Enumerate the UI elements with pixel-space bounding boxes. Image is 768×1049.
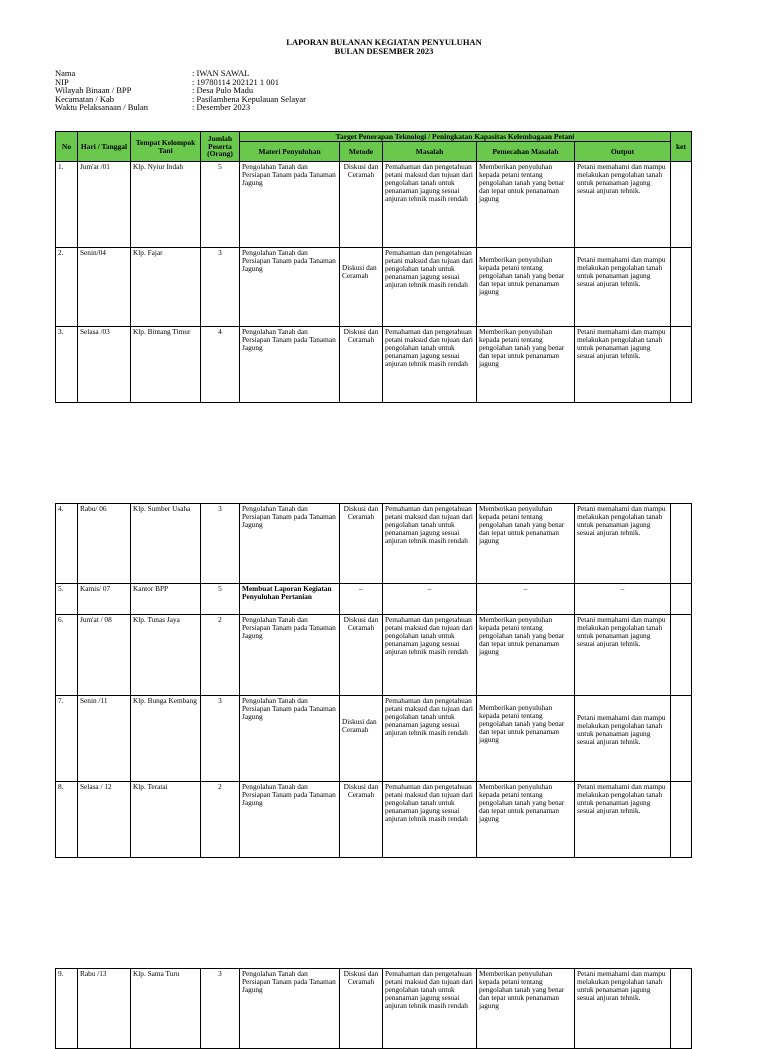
table-row <box>56 584 692 615</box>
table-row <box>56 782 692 858</box>
cell-jumlah: 2 <box>201 782 240 858</box>
info-value: : Desember 2023 <box>192 102 251 113</box>
cell-jumlah: 5 <box>201 584 240 615</box>
info-row-waktu <box>55 103 306 112</box>
cell-no: 2. <box>56 248 78 327</box>
info-label: NIP <box>55 76 69 87</box>
cell-no: 7. <box>56 696 78 782</box>
cell-materi: Pengolahan Tanah dan Persiapan Tanam pada Tanaman Jagung <box>240 248 340 327</box>
info-label: Waktu Pelaksanaan / Bulan <box>55 102 149 113</box>
report-title: LAPORAN BULANAN KEGIATAN PENYULUHAN <box>286 37 482 47</box>
info-value: : Pasilambena Kepulauan Selayar <box>192 93 307 104</box>
cell-no: 4. <box>56 504 78 584</box>
cell-jumlah: 2 <box>201 615 240 696</box>
cell-output: Petani memahami dan mampu melakukan pengolahan tanah untuk penanaman jagung sesuai anjuran tehnik. <box>575 162 671 248</box>
table-row <box>56 615 692 696</box>
cell-no: 1. <box>56 162 78 248</box>
cell-masalah: Pemahaman dan pengetahuan petani maksud dan tujuan dari pengolahan tanah untuk penanaman jagung sesuai anjuran tehnik masih rendah <box>383 327 477 403</box>
header-ket: ket <box>671 132 692 162</box>
cell-masalah: Pemahaman dan pengetahuan petani maksud dan tujuan dari pengolahan tanah untuk penanaman jagung sesuai anjuran tehnik masih rendah <box>383 696 477 782</box>
report-subtitle: BULAN DESEMBER 2023 <box>334 46 434 56</box>
cell-metode: Diskusi dan Ceramah <box>340 162 383 248</box>
header-target: Target Penerapan Teknologi / Peningkatan Kapasitas Kelembagaan Petani <box>240 132 671 142</box>
info-value: : Desa Pulo Madu <box>192 85 254 96</box>
cell-pemecahan: Memberikan penyuluhan kepada petani tentang pengolahan tanah yang benar dan tepat untuk penanaman jagung <box>477 504 575 584</box>
cell-jumlah: 3 <box>201 696 240 782</box>
cell-metode: Diskusi dan Ceramah <box>340 327 383 403</box>
cell-ket <box>671 504 692 584</box>
header-masalah: Masalah <box>383 142 477 162</box>
cell-masalah: Pemahaman dan pengetahuan petani maksud dan tujuan dari pengolahan tanah untuk penanaman jagung sesuai anjuran tehnik masih rendah <box>383 248 477 327</box>
cell-no: 3. <box>56 327 78 403</box>
cell-output: – <box>575 584 671 615</box>
cell-pemecahan: – <box>477 584 575 615</box>
header-metode: Metode <box>340 142 383 162</box>
cell-hari: Selasa / 12 <box>78 782 131 858</box>
cell-output: Petani memahami dan mampu melakukan pengolahan tanah untuk penanaman jagung sesuai anjuran tehnik. <box>575 504 671 584</box>
table-row <box>56 696 692 782</box>
cell-tempat: Klp. Nyiur Indah <box>131 162 201 248</box>
cell-pemecahan: Memberikan penyuluhan kepada petani tentang pengolahan tanah yang benar dan tepat untuk penanaman jagung <box>477 162 575 248</box>
cell-masalah: – <box>383 584 477 615</box>
report-table-page-1 <box>55 131 692 403</box>
cell-metode: Diskusi dan Ceramah <box>340 696 383 782</box>
cell-hari: Senin/04 <box>78 248 131 327</box>
report-info <box>55 69 306 112</box>
cell-ket <box>671 782 692 858</box>
cell-tempat: Klp. Bintang Timur <box>131 327 201 403</box>
cell-masalah: Pemahaman dan pengetahuan petani maksud dan tujuan dari pengolahan tanah untuk penanaman jagung sesuai anjuran tehnik masih rendah <box>383 162 477 248</box>
cell-masalah: Pemahaman dan pengetahuan petani maksud dan tujuan dari pengolahan tanah untuk penanaman jagung sesuai anjuran tehnik masih rendah <box>383 615 477 696</box>
cell-jumlah: 3 <box>201 969 240 1049</box>
cell-hari: Senin /11 <box>78 696 131 782</box>
header-pemecahan: Pemecahan Masalah <box>477 142 575 162</box>
cell-metode: Diskusi dan Ceramah <box>340 782 383 858</box>
cell-output: Petani memahami dan mampu melakukan pengolahan tanah untuk penanaman jagung sesuai anjuran tehnik. <box>575 248 671 327</box>
header-hari: Hari / Tanggal <box>78 132 131 162</box>
info-label: Nama <box>55 68 76 78</box>
cell-pemecahan: Memberikan penyuluhan kepada petani tentang pengolahan tanah yang benar dan tepat untuk penanaman jagung <box>477 327 575 403</box>
cell-hari: Selasa /03 <box>78 327 131 403</box>
cell-pemecahan: Memberikan penyuluhan kepada petani tentang pengolahan tanah yang benar dan tepat untuk penanaman jagung <box>477 782 575 858</box>
cell-metode: Diskusi dan Ceramah <box>340 615 383 696</box>
table-row <box>56 327 692 403</box>
header-no: No <box>56 132 78 162</box>
cell-jumlah: 3 <box>201 504 240 584</box>
cell-masalah: Pemahaman dan pengetahuan petani maksud dan tujuan dari pengolahan tanah untuk penanaman jagung sesuai anjuran tehnik masih rendah <box>383 504 477 584</box>
header-output: Output <box>575 142 671 162</box>
cell-materi: Pengolahan Tanah dan Persiapan Tanam pada Tanaman Jagung <box>240 696 340 782</box>
header-materi: Materi Penyuluhan <box>240 142 340 162</box>
cell-masalah: Pemahaman dan pengetahuan petani maksud dan tujuan dari pengolahan tanah untuk penanaman jagung sesuai anjuran tehnik masih rendah <box>383 969 477 1049</box>
cell-no: 6. <box>56 615 78 696</box>
cell-output: Petani memahami dan mampu melakukan pengolahan tanah untuk penanaman jagung sesuai anjuran tehnik. <box>575 969 671 1049</box>
info-value: : 19780114 202121 1 001 <box>192 76 280 87</box>
cell-hari: Jum'at /01 <box>78 162 131 248</box>
cell-ket <box>671 584 692 615</box>
cell-pemecahan: Memberikan penyuluhan kepada petani tentang pengolahan tanah yang benar dan tepat untuk penanaman jagung <box>477 969 575 1049</box>
table-row <box>56 504 692 584</box>
cell-tempat: Klp. Bunga Kembang <box>131 696 201 782</box>
cell-ket <box>671 696 692 782</box>
cell-pemecahan: Memberikan penyuluhan kepada petani tentang pengolahan tanah yang benar dan tepat untuk penanaman jagung <box>477 615 575 696</box>
info-value: : IWAN SAWAL <box>192 68 250 78</box>
cell-tempat: Kantor BPP <box>131 584 201 615</box>
cell-materi: Pengolahan Tanah dan Persiapan Tanam pada Tanaman Jagung <box>240 162 340 248</box>
table-row <box>56 969 692 1049</box>
cell-tempat: Klp. Fajar <box>131 248 201 327</box>
cell-tempat: Klp. Sama Turu <box>131 969 201 1049</box>
cell-output: Petani memahami dan mampu melakukan pengolahan tanah untuk penanaman jagung sesuai anjuran tehnik. <box>575 696 671 782</box>
cell-masalah: Pemahaman dan pengetahuan petani maksud dan tujuan dari pengolahan tanah untuk penanaman jagung sesuai anjuran tehnik masih rendah <box>383 782 477 858</box>
cell-no: 5. <box>56 584 78 615</box>
cell-materi: Pengolahan Tanah dan Persiapan Tanam pada Tanaman Jagung <box>240 327 340 403</box>
cell-materi: Pengolahan Tanah dan Persiapan Tanam pada Tanaman Jagung <box>240 782 340 858</box>
info-label: Kecamatan / Kab <box>55 93 114 104</box>
cell-hari: Kamis/ 07 <box>78 584 131 615</box>
cell-materi: Pengolahan Tanah dan Persiapan Tanam pada Tanaman Jagung <box>240 615 340 696</box>
cell-tempat: Klp. Sumber Usaha <box>131 504 201 584</box>
cell-pemecahan: Memberikan penyuluhan kepada petani tentang pengolahan tanah yang benar dan tepat untuk penanaman jagung <box>477 248 575 327</box>
cell-ket <box>671 969 692 1049</box>
cell-hari: Jum'at / 08 <box>78 615 131 696</box>
cell-hari: Rabu /13 <box>78 969 131 1049</box>
table-row <box>56 162 692 248</box>
cell-tempat: Klp. Teratai <box>131 782 201 858</box>
cell-ket <box>671 327 692 403</box>
cell-output: Petani memahami dan mampu melakukan pengolahan tanah untuk penanaman jagung sesuai anjuran tehnik. <box>575 782 671 858</box>
header-jumlah: Jumlah Peserta (Orang) <box>201 132 240 162</box>
cell-tempat: Klp. Tunas Jaya <box>131 615 201 696</box>
cell-materi: Pengolahan Tanah dan Persiapan Tanam pada Tanaman Jagung <box>240 969 340 1049</box>
cell-output: Petani memahami dan mampu melakukan pengolahan tanah untuk penanaman jagung sesuai anjuran tehnik. <box>575 615 671 696</box>
table-row <box>56 248 692 327</box>
cell-ket <box>671 615 692 696</box>
cell-materi: Pengolahan Tanah dan Persiapan Tanam pada Tanaman Jagung <box>240 504 340 584</box>
cell-metode: Diskusi dan Ceramah <box>340 969 383 1049</box>
report-table-page-3 <box>55 968 692 1049</box>
cell-metode: Diskusi dan Ceramah <box>340 248 383 327</box>
cell-no: 8. <box>56 782 78 858</box>
info-label: Wilayah Binaan / BPP <box>55 85 132 96</box>
cell-jumlah: 4 <box>201 327 240 403</box>
cell-output: Petani memahami dan mampu melakukan pengolahan tanah untuk penanaman jagung sesuai anjuran tehnik. <box>575 327 671 403</box>
report-table-page-2 <box>55 503 692 858</box>
cell-no: 9. <box>56 969 78 1049</box>
cell-ket <box>671 248 692 327</box>
cell-ket <box>671 162 692 248</box>
cell-pemecahan: Memberikan penyuluhan kepada petani tentang pengolahan tanah yang benar dan tepat untuk penanaman jagung <box>477 696 575 782</box>
cell-jumlah: 3 <box>201 248 240 327</box>
cell-jumlah: 5 <box>201 162 240 248</box>
cell-metode: – <box>340 584 383 615</box>
header-tempat: Tempat Kelompok Tani <box>131 132 201 162</box>
cell-hari: Rabu/ 06 <box>78 504 131 584</box>
cell-materi: Membuat Laporan Kegiatan Penyuluhan Pertanian <box>240 584 340 615</box>
cell-metode: Diskusi dan Ceramah <box>340 504 383 584</box>
